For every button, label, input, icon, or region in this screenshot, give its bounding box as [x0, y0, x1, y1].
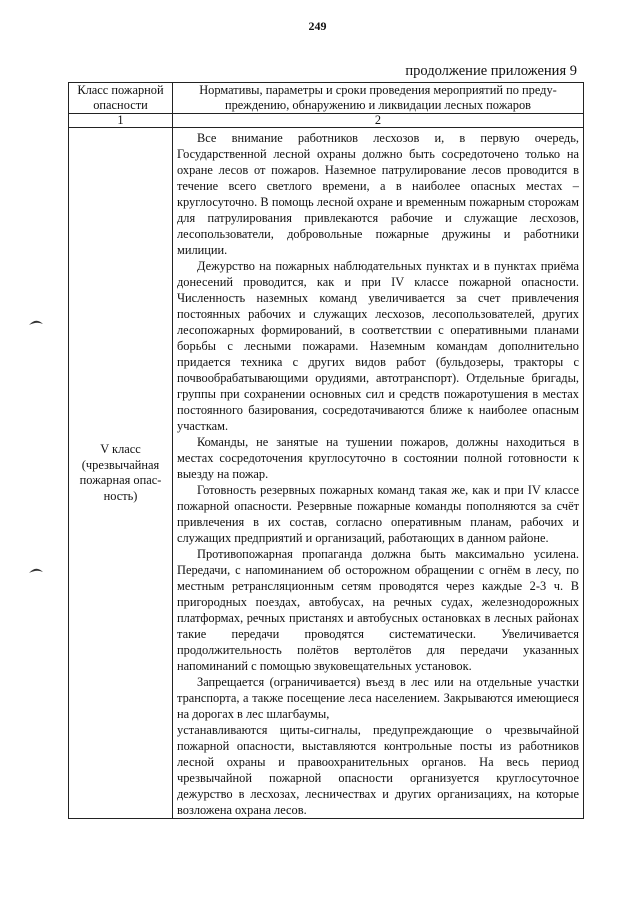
fire-class-line: ность)	[103, 488, 138, 503]
measures-paragraph: Команды, не занятые на тушении пожаров, должны находиться в местах сосредоточения круглосуточно в состоянии полной готовности к выезду на пожар.	[177, 435, 579, 481]
measures-cell	[173, 128, 584, 819]
measures-paragraph: устанавливаются щиты-сигналы, предупреждающие о чрезвычайной пожарной опасности, выставляются контрольные посты из работников лесной охраны и правоохранительных органов. На весь период чрезвычайной пожарной опасности организуется круглосуточное дежурство в лесхозах, лесничествах и других организациях, на которые возложена охрана лесов.	[177, 723, 579, 817]
measures-paragraph: Запрещается (ограничивается) въезд в лес или на отдельные участки транспорта, а также посещение леса населением. Закрываются имеющиеся на дорогах в лес шлагбаумы,	[177, 675, 579, 721]
binding-hole-mark	[28, 566, 44, 574]
measures-paragraph: Готовность резервных пожарных команд такая же, как и при IV классе пожарной опасности. Резервные пожарные команды пополняются за счёт привлечения в их состав, согласно оперативным планам, рабочих и служащих предприятий и организаций, работающих в данном районе.	[177, 483, 579, 545]
table-header-row	[69, 83, 584, 114]
header-measures-line: преждению, обнаружению и ликвидации лесных пожаров	[224, 98, 531, 112]
measures-paragraph: Противопожарная пропаганда должна быть максимально усилена. Передачи, с напоминанием об осторожном обращении с огнём в лесу, по местным ретрансляционным сетям проводятся через каждые 2-3 ч. В пригородных поездах, автобусах, на речных судах, железнодорожных платформах, речных пристанях и автобусных остановках в лесных районах такие передачи проводятся систематически. Увеличивается продолжительность полётов вертолётов для передачи указанных напоминаний с помощью звуковещательных установок.	[177, 547, 579, 673]
header-measures-line: Нормативы, параметры и сроки проведения мероприятий по преду-	[199, 83, 557, 97]
table-row	[69, 128, 584, 819]
column-number: 2	[173, 114, 584, 128]
continuation-label: продолжение приложения 9	[405, 63, 577, 79]
header-class-line: опасности	[93, 98, 148, 112]
fire-danger-table	[68, 82, 584, 819]
header-class-line: Класс пожарной	[77, 83, 164, 97]
measures-paragraph: Все внимание работников лесхозов и, в первую очередь, Государственной лесной охраны должно быть сосредоточено только на охране лесов от пожаров. Наземное патрулирование лесов проводится в течение всего светлого времени, а в наиболее опасных местах – круглосуточно. В помощь лесной охране и временным пожарным сторожам для патрулирования привлекаются рабочие и служащие лесхозов, лесопользователи, добровольные пожарные дружины и работники милиции.	[177, 131, 579, 257]
page-number: 249	[308, 19, 327, 33]
binding-hole-mark	[28, 318, 44, 326]
header-class	[69, 83, 173, 114]
header-measures	[173, 83, 584, 114]
measures-paragraph: Дежурство на пожарных наблюдательных пунктах и в пунктах приёма донесений проводится, как и при IV классе пожарной опасности. Численность наземных команд увеличивается за счет привлечения постоянных рабочих и служащих лесхозов, лесопользователей, других лесопожарных формирований, в соответствии с оперативными планами борьбы с лесными пожарами. Наземным командам дополнительно придается техника с других видов работ (бульдозеры, тракторы с почвообрабатывающими орудиями, автотранспорт). Отдельные бригады, группы при сохранении основных сил и средств пожаротушения в местах постоянного базирования, сосредотачиваются ближе к наиболее опасным участкам.	[177, 259, 579, 433]
fire-class-line: V класс	[100, 442, 141, 456]
fire-class-line: (чрезвычайная	[81, 457, 160, 472]
column-number-row	[69, 114, 584, 128]
fire-class-line: пожарная опас-	[79, 473, 162, 487]
column-number: 1	[69, 114, 173, 128]
fire-class-cell	[69, 128, 173, 819]
